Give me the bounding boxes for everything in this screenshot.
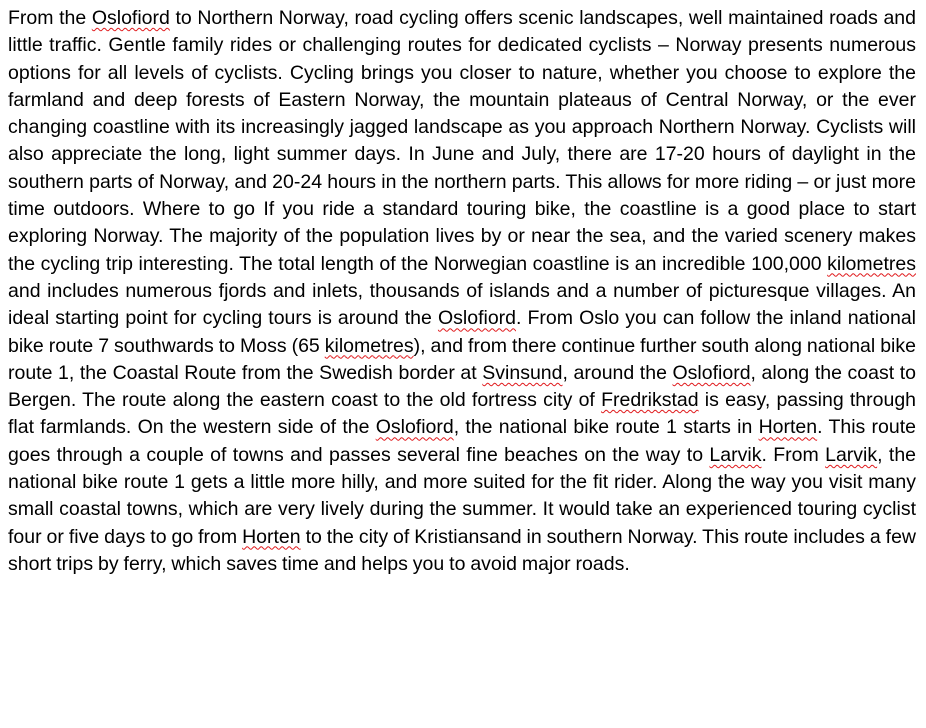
text-run: ), and from there continue further south along national bike route 1, the Coastal Route from the Swedish border at bbox=[8, 334, 916, 384]
text-run: From the bbox=[8, 7, 92, 29]
text-run: . From Oslo you can follow the inland national bike route 7 southwards to Moss (65 bbox=[8, 307, 917, 357]
text-run: is easy, passing through flat farmlands. On the western side of the bbox=[8, 389, 917, 439]
text-run: , along the coast to Bergen. The route along the eastern coast to the old fortress city of bbox=[8, 361, 917, 412]
text-run: , the national bike route 1 gets a little more hilly, and more suited for the fit rider. Along the way you visit many small coastal towns, which are very lively during the summer. It would take an experienced touring cyclist four or five days to go from bbox=[8, 443, 917, 548]
text-run: to Northern Norway, road cycling offers scenic landscapes, well maintained roads and little traffic. Gentle family rides or challenging routes for dedicated cyclists – Norway presents numerous options for all levels of cyclists. Cycling brings you closer to nature, whether you choose to explore the farmland and deep forests of Eastern Norway, the mountain plateaus of Central Norway, or the ever changing coastline with its increasingly jagged landscape as you approach Northern Norway. Cyclists will also appreciate the long, light summer days. In June and July, there are 17-20 hours of daylight in the southern parts of Norway, and 20-24 hours in the northern parts. This allows for more riding – or just more time outdoors. Where to go If you ride a standard touring bike, the coastline is a good place to start exploring Norway. The majority of the population lives by or near the sea, and the varied scenery makes the cycling trip interesting. The total length of the Norwegian coastline is an incredible 100,000 bbox=[8, 7, 916, 275]
text-run: . This route goes through a couple of towns and passes several fine beaches on the way to bbox=[8, 416, 917, 466]
text-run: to the city of Kristiansand in southern Norway. This route includes a few short trips by ferry, which saves time and helps you to avoid major roads. bbox=[8, 525, 916, 575]
misspelled-word: Horten bbox=[758, 416, 818, 439]
misspelled-word: Fredrikstad bbox=[601, 389, 699, 412]
text-run: . From bbox=[761, 443, 826, 466]
misspelled-word: Larvik bbox=[709, 443, 762, 466]
text-run: , around the bbox=[562, 361, 673, 384]
body-paragraph[interactable] bbox=[8, 5, 916, 578]
text-run: , the national bike route 1 starts in bbox=[453, 416, 759, 439]
misspelled-word: Horten bbox=[242, 525, 301, 548]
misspelled-word: kilometres bbox=[324, 334, 414, 357]
misspelled-word: Larvik bbox=[825, 443, 878, 466]
misspelled-word: Oslofiord bbox=[672, 361, 751, 384]
misspelled-word: kilometres bbox=[827, 252, 916, 275]
text-run: and includes numerous fjords and inlets, thousands of islands and a number of picturesque villages. An ideal starting point for cycling tours is around the bbox=[8, 279, 916, 330]
misspelled-word: Oslofiord bbox=[437, 307, 516, 330]
misspelled-word: Oslofiord bbox=[91, 7, 170, 29]
misspelled-word: Svinsund bbox=[482, 361, 563, 384]
misspelled-word: Oslofiord bbox=[375, 416, 454, 439]
